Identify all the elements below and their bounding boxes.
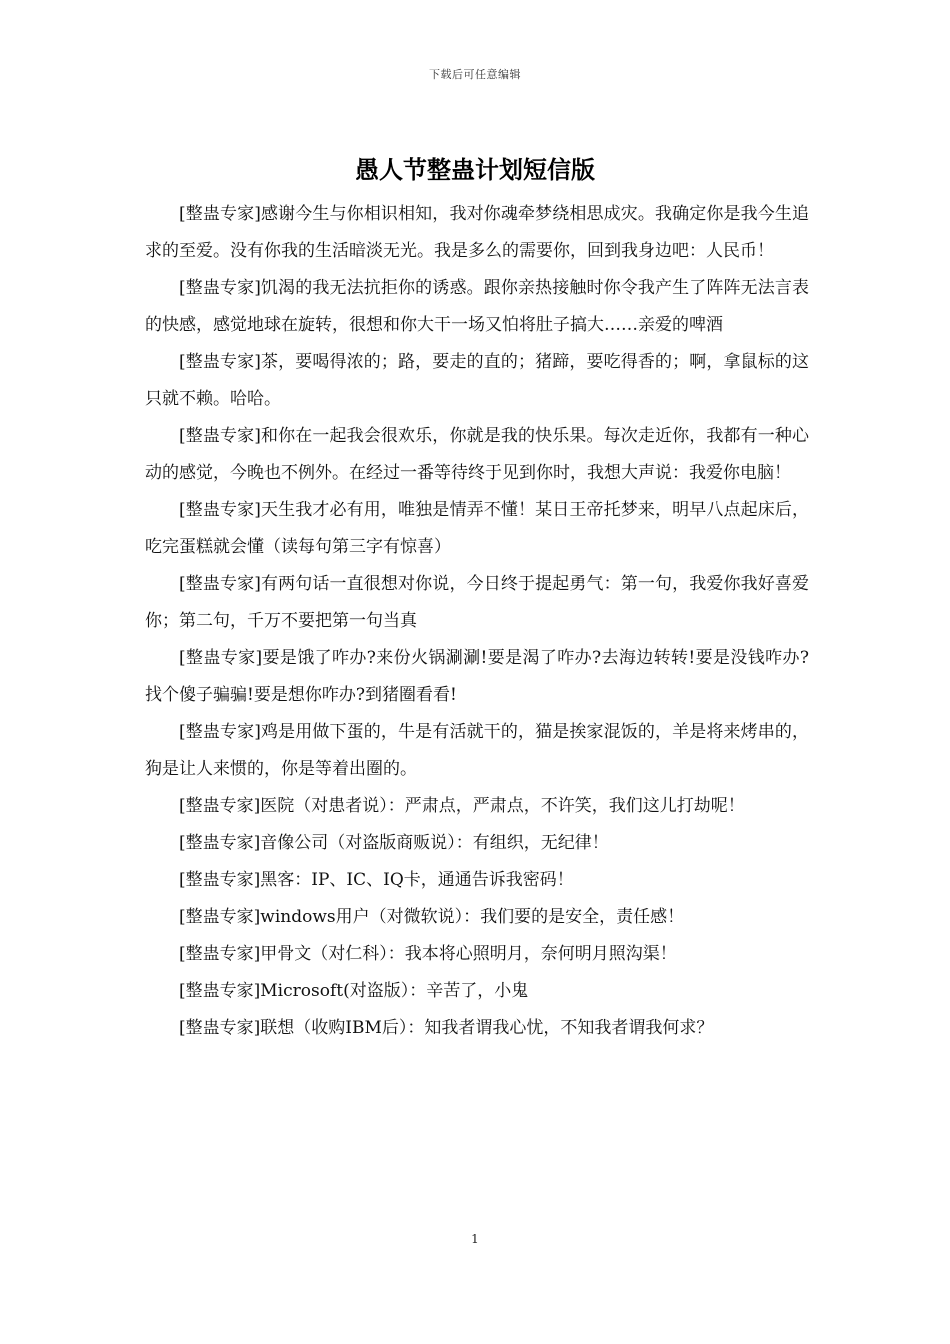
header-note: 下载后可任意编辑 [429, 68, 521, 81]
paragraph-5: [整蛊专家]天生我才必有用，唯独是情弄不懂！某日王帝托梦来，明早八点起床后，吃完蛋糕就会懂（读每句第三字有惊喜） [145, 500, 809, 557]
document-title: 愚人节整蛊计划短信版 [355, 155, 595, 184]
page-number: 1 [471, 1232, 479, 1246]
paragraph-14: [整蛊专家]Microsoft(对盗版）：辛苦了，小鬼 [179, 981, 529, 1001]
paragraph-9: [整蛊专家]医院（对患者说）：严肃点，严肃点，不许笑，我们这儿打劫呢！ [179, 796, 745, 816]
paragraph-15: [整蛊专家]联想（收购IBM后）：知我者谓我心忧，不知我者谓我何求？ [179, 1018, 714, 1038]
document-body [145, 196, 809, 1047]
paragraph-11: [整蛊专家]黑客：IP、IC、IQ卡，通通告诉我密码！ [179, 870, 574, 890]
paragraph-6: [整蛊专家]有两句话一直很想对你说，今日终于提起勇气：第一句，我爱你我好喜爱你；第二句，千万不要把第一句当真 [145, 574, 809, 631]
paragraph-7: [整蛊专家]要是饿了咋办?来份火锅涮涮!要是渴了咋办?去海边转转!要是没钱咋办?找个傻子骗骗!要是想你咋办?到猪圈看看! [145, 648, 809, 705]
paragraph-4: [整蛊专家]和你在一起我会很欢乐，你就是我的快乐果。每次走近你，我都有一种心动的感觉，今晚也不例外。在经过一番等待终于见到你时，我想大声说：我爱你电脑！ [145, 426, 809, 483]
paragraph-13: [整蛊专家]甲骨文（对仁科）：我本将心照明月，奈何明月照沟渠！ [179, 944, 677, 964]
paragraph-1: [整蛊专家]感谢今生与你相识相知，我对你魂牵梦绕相思成灾。我确定你是我今生追求的至爱。没有你我的生活暗淡无光。我是多么的需要你，回到我身边吧：人民币！ [145, 204, 809, 261]
paragraph-2: [整蛊专家]饥渴的我无法抗拒你的诱惑。跟你亲热接触时你令我产生了阵阵无法言表的快感，感觉地球在旋转，很想和你大干一场又怕将肚子搞大……亲爱的啤酒 [145, 278, 809, 335]
paragraph-12: [整蛊专家]windows用户（对微软说）：我们要的是安全，责任感！ [179, 907, 685, 927]
paragraph-3: [整蛊专家]茶，要喝得浓的；路，要走的直的；猪蹄，要吃得香的；啊，拿鼠标的这只就不赖。哈哈。 [145, 352, 809, 409]
paragraph-10: [整蛊专家]音像公司（对盗版商贩说）：有组织，无纪律！ [179, 833, 609, 853]
paragraph-8: [整蛊专家]鸡是用做下蛋的，牛是有活就干的，猫是挨家混饭的，羊是将来烤串的，狗是让人来惯的，你是等着出圈的。 [145, 722, 809, 779]
